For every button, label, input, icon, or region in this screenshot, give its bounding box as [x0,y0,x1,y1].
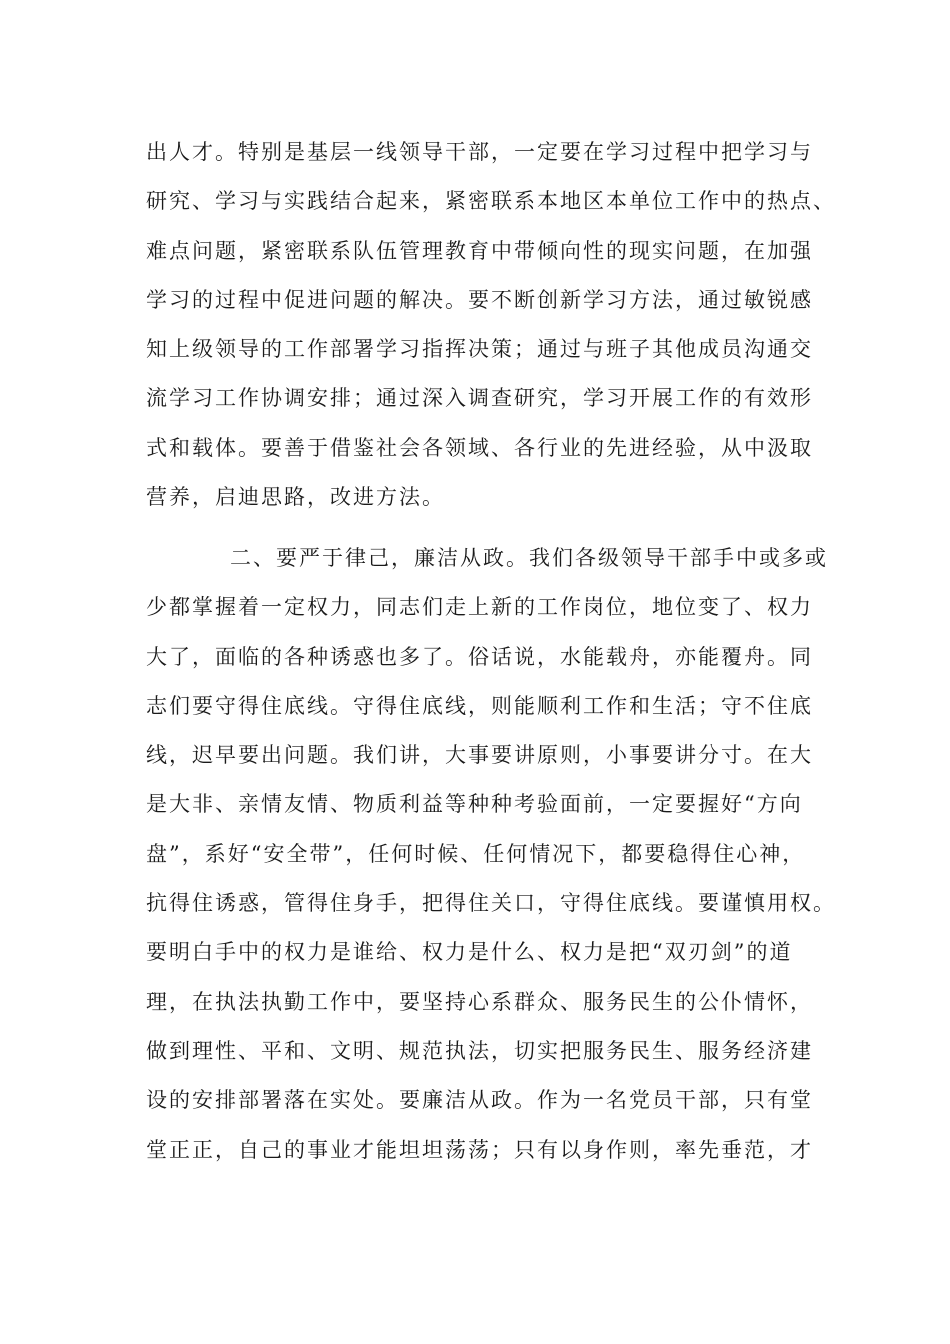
paragraph-line: 要明白手中的权力是谁给、权力是什么、权力是把“双刃剑”的道 [146,940,793,965]
paragraph-line: 式和载体。要善于借鉴社会各领域、各行业的先进经验，从中汲取 [146,435,813,460]
paragraph-line: 理，在执法执勤工作中，要坚持心系群众、服务民生的公仆情怀， [146,989,813,1014]
paragraph-line: 堂正正，自己的事业才能坦坦荡荡；只有以身作则，率先垂范，才 [146,1137,813,1162]
paragraph-line: 抗得住诱惑，管得住身手，把得住关口，守得住底线。要谨慎用权。 [146,891,836,916]
paragraph-1 [146,128,836,522]
paragraph-line: 难点问题，紧密联系队伍管理教育中带倾向性的现实问题，在加强 [146,238,813,263]
paragraph-line: 志们要守得住底线。守得住底线，则能顺利工作和生活；守不住底 [146,693,813,718]
paragraph-2 [146,534,836,1175]
paragraph-line: 设的安排部署落在实处。要廉洁从政。作为一名党员干部，只有堂 [146,1088,813,1113]
paragraph-first-line: 二、要严于律己，廉洁从政。我们各级领导干部手中或多或 [230,546,828,570]
paragraph-line: 学习的过程中促进问题的解决。要不断创新学习方法，通过敏锐感 [146,287,813,312]
paragraph-line: 盘”，系好“安全带”，任何时候、任何情况下，都要稳得住心神， [146,841,806,866]
paragraph-line: 少都掌握着一定权力，同志们走上新的工作岗位，地位变了、权力 [146,595,813,620]
paragraph-line: 营养，启迪思路，改进方法。 [146,485,445,510]
paragraph-line: 大了，面临的各种诱惑也多了。俗话说，水能载舟，亦能覆舟。同 [146,644,813,669]
paragraph-line: 做到理性、平和、文明、规范执法，切实把服务民生、服务经济建 [146,1038,813,1063]
paragraph-line: 出人才。特别是基层一线领导干部，一定要在学习过程中把学习与 [146,140,813,164]
paragraph-line: 知上级领导的工作部署学习指挥决策；通过与班子其他成员沟通交 [146,337,813,362]
paragraph-line: 线，迟早要出问题。我们讲，大事要讲原则，小事要讲分寸。在大 [146,743,813,768]
paragraph-line: 研究、学习与实践结合起来，紧密联系本地区本单位工作中的热点、 [146,189,836,214]
paragraph-line: 流学习工作协调安排；通过深入调查研究，学习开展工作的有效形 [146,386,813,411]
paragraph-line: 是大非、亲情友情、物质利益等种种考验面前，一定要握好“方向 [146,792,803,817]
